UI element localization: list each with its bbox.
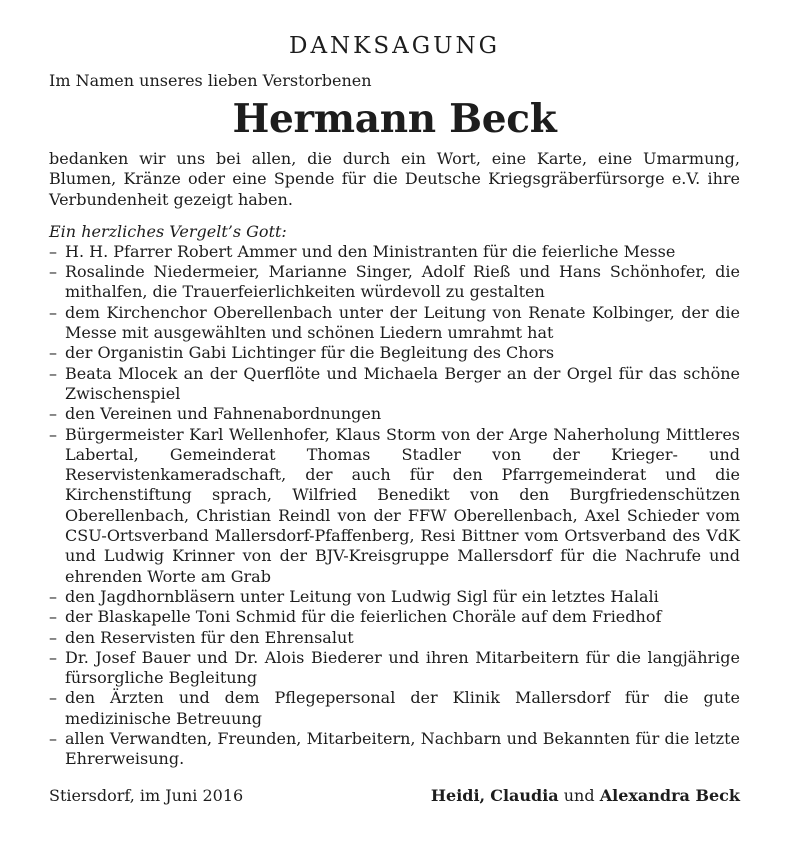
- list-item: – Bürgermeister Karl Wellenhofer, Klaus Storm von der Arge Naherholung Mittleres Labertal, Gemeinderat Thomas Stadler von der Krieger- und Reservistenkameradschaft, der auch für den Pfarrgemeinderat und die Kirchenstiftung sprach, Wilfried Benedikt von den Burgfriedenschützen Oberellenbach, Christian Reindl von der FFW Oberellenbach, Axel Schieder vom CSU-Ortsverband Mallersdorf-Pfaffenberg, Resi Bittner vom Ortsverband des VdK und Ludwig Krinner von der BJV-Kreisgruppe Mallersdorf für die Nachrufe und ehrenden Worte am Grab: [49, 424, 740, 586]
- signer-name: Heidi,: [430, 785, 486, 805]
- dash-bullet: –: [49, 343, 57, 363]
- dash-bullet: –: [49, 262, 57, 282]
- thanks-list: [49, 242, 740, 770]
- list-item: – den Ärzten und dem Pflegepersonal der Klinik Mallersdorf für die gute medizinische Betreuung: [49, 688, 740, 728]
- list-item: – H. H. Pfarrer Robert Ammer und den Ministranten für die feierliche Messe: [49, 241, 676, 261]
- dash-bullet: –: [49, 363, 57, 383]
- list-item: – den Reservisten für den Ehrensalut: [49, 627, 354, 647]
- dash-bullet: –: [49, 241, 57, 261]
- dash-bullet: –: [49, 302, 57, 322]
- list-item: – dem Kirchenchor Oberellenbach unter der Leitung von Renate Kolbinger, der die Messe mit ausgewählten und schönen Liedern umrahmt hat: [49, 302, 740, 343]
- dash-bullet: –: [49, 688, 57, 708]
- list-item: – Dr. Josef Bauer und Dr. Alois Biederer und ihren Mitarbeitern für die langjährige fürsorgliche Begleitung: [49, 647, 740, 688]
- dash-bullet: –: [49, 404, 57, 424]
- dash-bullet: –: [49, 586, 57, 606]
- dash-bullet: –: [49, 627, 57, 647]
- list-item: – den Jagdhornbläsern unter Leitung von Ludwig Sigl für ein letztes Halali: [49, 586, 659, 606]
- thanks-subheading: Ein herzliches Vergelt’s Gott:: [49, 221, 287, 241]
- list-item: – der Organistin Gabi Lichtinger für die Begleitung des Chors: [49, 343, 555, 363]
- signer-conjunction: und: [563, 785, 595, 805]
- list-item: – Rosalinde Niedermeier, Marianne Singer, Adolf Rieß und Hans Schönhofer, die mithalfen, die Trauerfeierlichkeiten würdevoll zu gestalten: [49, 262, 740, 302]
- dash-bullet: –: [49, 424, 57, 444]
- list-item: – der Blaskapelle Toni Schmid für die feierlichen Choräle auf dem Friedhof: [49, 607, 662, 627]
- notice-footer: [49, 786, 740, 806]
- dash-bullet: –: [49, 647, 57, 667]
- signer-name: Claudia: [490, 785, 559, 805]
- place-date: Stiersdorf, im Juni 2016: [49, 785, 244, 805]
- signers: [431, 786, 740, 806]
- thanks-paragraph: bedanken wir uns bei allen, die durch ein Wort, eine Karte, eine Umarmung, Blumen, Kränze oder eine Spende für die Deutsche Kriegsgräberfürsorge e.V. ihre Verbundenheit gezeigt haben.: [49, 149, 740, 209]
- signer-name: Alexandra Beck: [599, 785, 740, 805]
- list-item: – den Vereinen und Fahnenabordnungen: [49, 404, 382, 424]
- dash-bullet: –: [49, 729, 57, 749]
- dash-bullet: –: [49, 607, 57, 627]
- intro-line: Im Namen unseres lieben Verstorbenen: [49, 71, 372, 90]
- notice-heading: DANKSAGUNG: [289, 33, 500, 59]
- deceased-name: Hermann Beck: [232, 96, 557, 142]
- list-item: – allen Verwandten, Freunden, Mitarbeitern, Nachbarn und Bekannten für die letzte Ehrerweisung.: [49, 729, 740, 769]
- list-item: – Beata Mlocek an der Querflöte und Michaela Berger an der Orgel für das schöne Zwischenspiel: [49, 363, 740, 403]
